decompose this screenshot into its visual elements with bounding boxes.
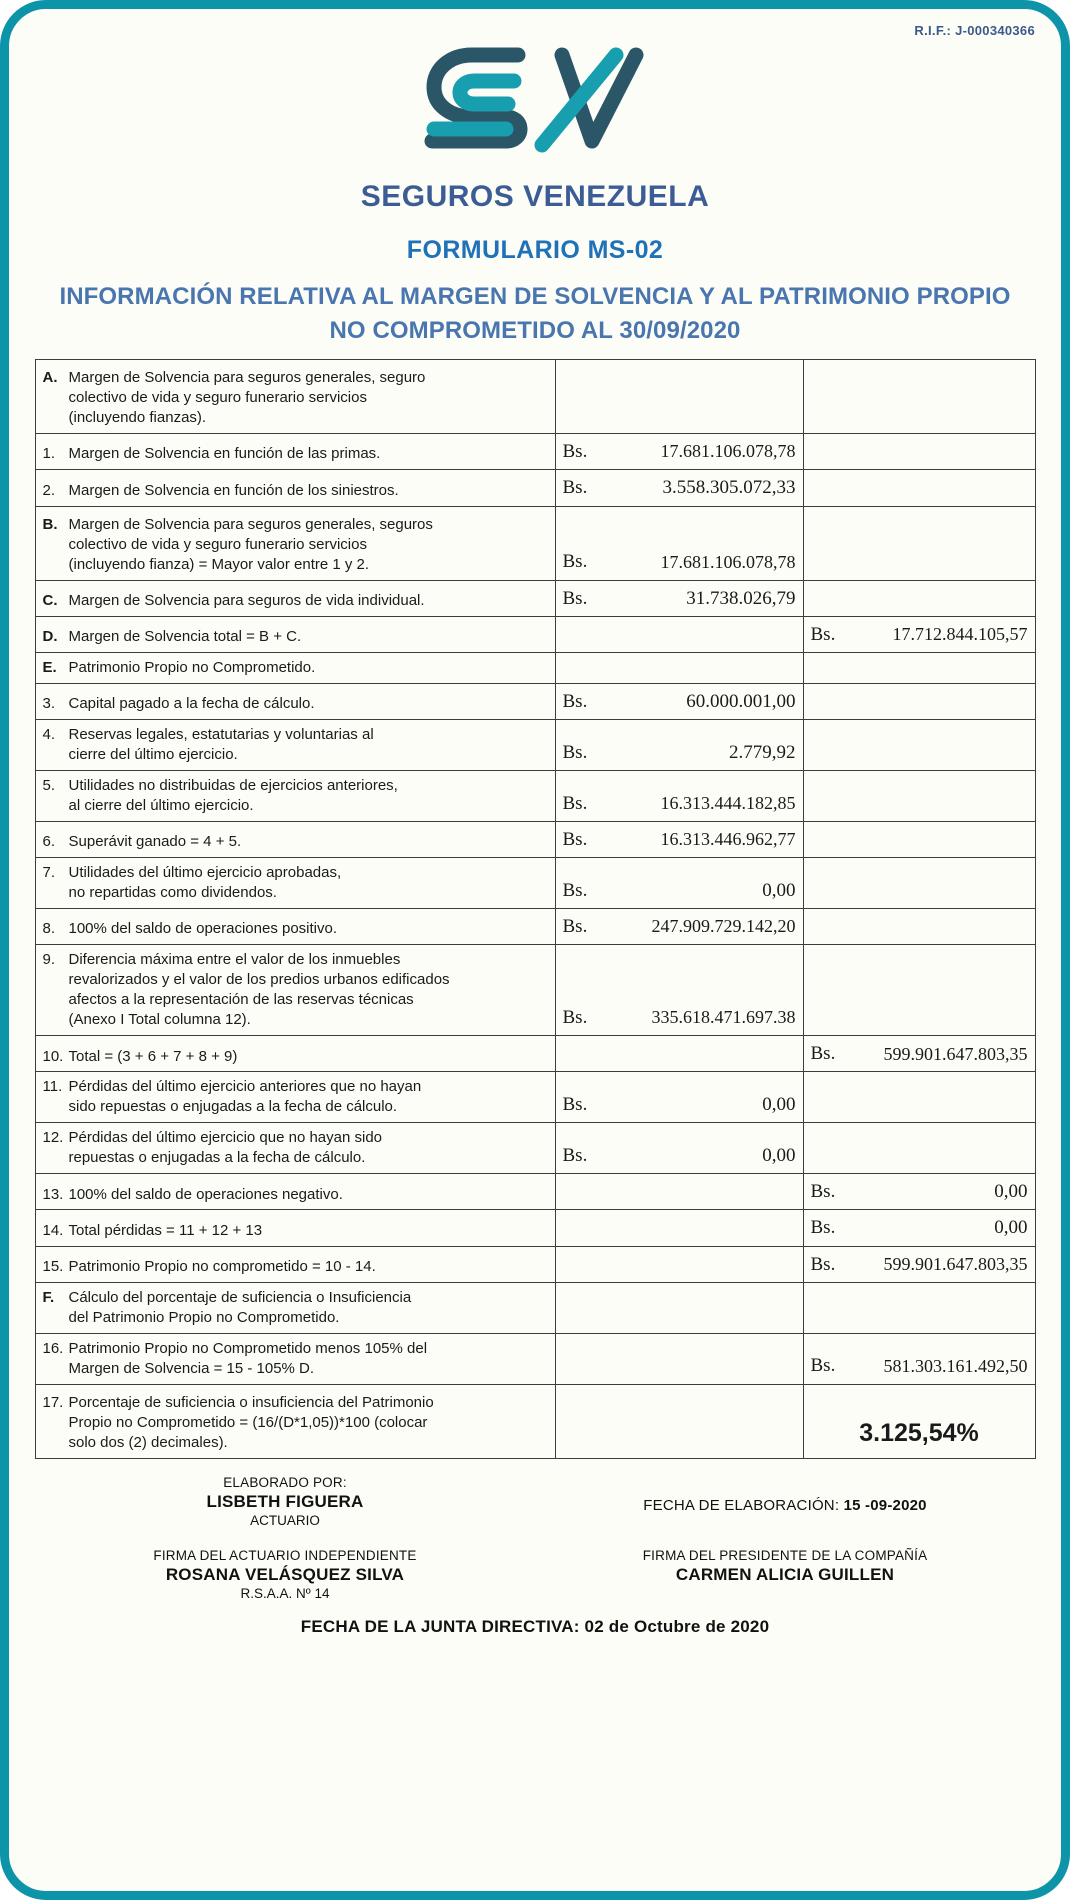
row-label-text: Utilidades no distribuidas de ejercicios anteriores, al cierre del último ejercicio. [68,777,398,815]
row-value-middle [555,506,803,580]
row-value-middle [555,1123,803,1174]
currency-symbol: Bs. [562,551,588,573]
amount: 17.681.106.078,78 [660,551,796,572]
row-value-middle [555,720,803,771]
table-row [35,909,1035,945]
row-key: 13. [42,1185,64,1203]
row-value-right [803,653,1035,684]
row-value-right [803,1384,1035,1458]
row-label [35,858,555,909]
row-key: 11. [42,1078,63,1096]
row-key: 16. [42,1339,64,1357]
currency-value [811,1041,1028,1066]
row-value-middle [555,858,803,909]
currency-value [811,1215,1028,1240]
row-label [35,945,555,1036]
row-label [35,1036,555,1072]
row-key: E. [42,659,57,677]
amount: 17.712.844.105,57 [892,624,1028,645]
amount: 16.313.444.182,85 [660,793,796,814]
currency-value [811,1179,1028,1204]
row-key: A. [42,369,58,387]
amount: 17.681.106.078,78 [660,441,796,462]
amount: 335.618.471.697.38 [651,1007,796,1028]
amount: 16.313.446.962,77 [660,829,796,850]
currency-value [811,1353,1028,1378]
row-label-text: Margen de Solvencia para seguros generales, seguros colectivo de vida y seguro funerario servicios (incluyendo fianza) = Mayor valor entre 1 y 2. [68,515,433,573]
firma-actuario-label: FIRMA DEL ACTUARIO INDEPENDIENTE [153,1547,417,1563]
row-value-middle [555,1174,803,1210]
currency-symbol: Bs. [810,1043,836,1065]
row-value-middle [555,360,803,434]
amount: 0,00 [762,1144,796,1166]
table-row [35,822,1035,858]
row-value-right [803,1246,1035,1282]
row-label-text: Margen de Solvencia total = B + C. [68,628,302,646]
row-value-right [803,1282,1035,1333]
table-row [35,1174,1035,1210]
row-label [35,1072,555,1123]
elaborado-name: LISBETH FIGUERA [206,1491,364,1511]
row-key: 14. [42,1221,64,1239]
row-value-right [803,1210,1035,1246]
currency-symbol: Bs. [810,1355,836,1377]
amount: 0,00 [994,1181,1028,1203]
currency-value [563,586,796,611]
company-logo [33,21,1037,214]
row-value-right [803,720,1035,771]
currency-symbol: Bs. [810,1217,836,1239]
table-row [35,616,1035,652]
row-label [35,1174,555,1210]
row-key: 15. [42,1258,64,1276]
row-label-text: Margen de Solvencia para seguros de vida individual. [68,591,425,609]
currency-symbol: Bs. [810,623,836,645]
row-key: 5. [42,777,56,795]
row-value-middle [555,909,803,945]
row-label [35,1246,555,1282]
row-value-right [803,1123,1035,1174]
amount: 31.738.026,79 [686,587,796,609]
row-label-text: Margen de Solvencia en función de las primas. [68,445,381,463]
firma-actuario-reg: R.S.A.A. Nº 14 [240,1585,330,1601]
amount: 599.901.647.803,35 [883,1254,1028,1275]
currency-value [563,827,796,852]
row-label-text: 100% del saldo de operaciones positivo. [68,920,338,938]
row-label-text: Patrimonio Propio no Comprometido menos 105% del Margen de Solvencia = 15 - 105% D. [68,1339,428,1377]
form-code: FORMULARIO MS-02 [406,236,664,264]
document-title-line1: INFORMACIÓN RELATIVA AL MARGEN DE SOLVENCIA Y AL PATRIMONIO PROPIO [59,283,1011,310]
amount: 0,00 [762,1094,796,1116]
row-value-middle [555,616,803,652]
row-value-right [803,684,1035,720]
row-label-text: Diferencia máxima entre el valor de los inmuebles revalorizados y el valor de los predios urbanos edificados afectos a la representación de las reservas técnicas (Anexo I Total columna 12). [68,951,450,1029]
table-row [35,1333,1035,1384]
row-label [35,506,555,580]
currency-symbol: Bs. [562,916,588,938]
fecha-junta-value: 02 de Octubre de 2020 [584,1616,770,1636]
row-label [35,1123,555,1174]
row-label [35,909,555,945]
table-row [35,858,1035,909]
row-value-middle [555,771,803,822]
row-key: D. [42,628,58,646]
row-value-right [803,1174,1035,1210]
fecha-elaboracion-label: FECHA DE ELABORACIÓN: [643,1496,840,1514]
amount: 0,00 [994,1217,1028,1239]
currency-symbol: Bs. [562,477,588,499]
row-value-right [803,1036,1035,1072]
row-key: 10. [42,1047,64,1065]
row-value-right [803,360,1035,434]
company-name: SEGUROS VENEZUELA [360,180,710,213]
currency-value [563,914,796,939]
table-row [35,434,1035,470]
row-value-right [803,616,1035,652]
amount: 2.779,92 [729,741,796,763]
rif-number: R.I.F.: J-000340366 [914,23,1035,38]
row-value-middle [555,684,803,720]
currency-symbol: Bs. [562,1094,588,1116]
currency-value [811,622,1028,647]
row-label [35,1282,555,1333]
currency-value [811,1252,1028,1277]
row-label [35,822,555,858]
row-label-text: Cálculo del porcentaje de suficiencia o Insuficiencia del Patrimonio Propio no Comprometido. [68,1288,412,1326]
currency-symbol: Bs. [810,1253,836,1275]
table-row [35,360,1035,434]
row-value-middle [555,1246,803,1282]
row-key: 3. [42,695,56,713]
row-label-text: Pérdidas del último ejercicio anteriores que no hayan sido repuestas o enjugadas a la fecha de cálculo. [68,1078,422,1116]
row-value-middle [555,1282,803,1333]
row-label [35,1384,555,1458]
currency-value [563,1005,796,1030]
row-label [35,720,555,771]
table-row [35,720,1035,771]
table-row [35,1123,1035,1174]
currency-symbol: Bs. [810,1181,836,1203]
elaborado-role: ACTUARIO [250,1512,320,1528]
row-key: B. [42,515,58,533]
row-label-text: Capital pagado a la fecha de cálculo. [68,695,315,713]
row-value-middle [555,1333,803,1384]
currency-symbol: Bs. [562,1006,588,1028]
table-row [35,1210,1035,1246]
percentage-value: 3.125,54% [859,1419,979,1448]
row-value-middle [555,434,803,470]
row-label-text: Patrimonio Propio no Comprometido. [68,659,316,677]
firma-presidente-label: FIRMA DEL PRESIDENTE DE LA COMPAÑÍA [642,1547,928,1563]
row-label-text: Total = (3 + 6 + 7 + 8 + 9) [68,1047,238,1065]
signature-footer [35,1475,1035,1637]
row-value-right [803,470,1035,506]
currency-value [563,689,796,714]
row-label [35,434,555,470]
table-row [35,580,1035,616]
currency-value [563,791,796,816]
row-value-middle [555,1210,803,1246]
row-label-text: Utilidades del último ejercicio aprobadas, no repartidas como dividendos. [68,864,342,902]
row-label [35,1333,555,1384]
row-value-middle [555,653,803,684]
table-row [35,945,1035,1036]
currency-symbol: Bs. [562,587,588,609]
row-key: 17. [42,1393,64,1411]
row-label [35,470,555,506]
row-value-middle [555,1384,803,1458]
amount: 599.901.647.803,35 [883,1043,1028,1064]
row-label-text: Margen de Solvencia en función de los siniestros. [68,481,399,499]
row-value-right [803,580,1035,616]
row-key: 7. [42,864,56,882]
row-value-right [803,1072,1035,1123]
currency-symbol: Bs. [562,691,588,712]
row-label [35,360,555,434]
row-label-text: Total pérdidas = 11 + 12 + 13 [68,1221,263,1239]
currency-symbol: Bs. [562,741,588,763]
sv-logo-icon [410,33,660,173]
currency-symbol: Bs. [562,1144,588,1166]
row-value-middle [555,822,803,858]
currency-value [563,1092,796,1117]
table-row [35,506,1035,580]
amount: 247.909.729.142,20 [651,916,796,937]
row-value-right [803,858,1035,909]
row-label [35,1210,555,1246]
firma-presidente-name: CARMEN ALICIA GUILLEN [675,1564,895,1584]
currency-symbol: Bs. [562,829,588,851]
solvency-table-body [35,360,1035,1459]
row-label-text: 100% del saldo de operaciones negativo. [68,1185,343,1203]
fecha-junta-label: FECHA DE LA JUNTA DIRECTIVA: [300,1616,580,1636]
currency-value [563,475,796,500]
table-row [35,1246,1035,1282]
currency-value [563,439,796,464]
row-key: 1. [42,445,56,463]
amount: 3.558.305.072,33 [662,477,796,499]
table-row [35,653,1035,684]
row-label [35,771,555,822]
row-label [35,616,555,652]
row-value-right [803,506,1035,580]
row-label [35,653,555,684]
fecha-elaboracion [535,1497,1035,1514]
row-key: 8. [42,920,56,938]
row-label [35,580,555,616]
fecha-elaboracion-value: 15 -09-2020 [843,1496,927,1514]
row-key: 4. [42,726,56,744]
amount: 0,00 [762,879,796,901]
row-label-text: Superávit ganado = 4 + 5. [68,833,242,851]
solvency-table [35,359,1036,1459]
row-label-text: Reservas legales, estatutarias y voluntarias al cierre del último ejercicio. [68,726,374,764]
table-row [35,470,1035,506]
row-label-text: Porcentaje de suficiencia o insuficiencia del Patrimonio Propio no Comprometido = (16/(D*1,05))*100 (colocar solo dos (2) decimales). [68,1393,434,1451]
row-value-middle [555,580,803,616]
amount: 581.303.161.492,50 [883,1355,1028,1376]
row-value-right [803,771,1035,822]
currency-symbol: Bs. [562,879,588,901]
table-row [35,1072,1035,1123]
row-value-right [803,434,1035,470]
elaborado-label: ELABORADO POR: [223,1474,347,1490]
row-key: 9. [42,951,56,969]
row-key: 12. [42,1129,64,1147]
currency-value [563,740,796,765]
row-value-right [803,909,1035,945]
currency-value [563,549,796,574]
row-label-text: Margen de Solvencia para seguros generales, seguro colectivo de vida y seguro funerario servicios (incluyendo fianzas). [68,369,426,427]
row-label-text: Pérdidas del último ejercicio que no hayan sido repuestas o enjugadas a la fecha de cálculo. [68,1129,383,1167]
table-row [35,771,1035,822]
amount: 60.000.001,00 [686,691,796,712]
row-label [35,684,555,720]
table-row [35,684,1035,720]
row-key: 2. [42,481,56,499]
row-value-middle [555,470,803,506]
row-key: F. [42,1288,55,1306]
row-key: 6. [42,833,56,851]
table-row [35,1282,1035,1333]
fecha-junta-directiva [35,1617,1035,1637]
currency-value [563,878,796,903]
row-key: C. [42,591,58,609]
row-value-right [803,1333,1035,1384]
row-value-middle [555,945,803,1036]
row-value-middle [555,1072,803,1123]
row-label-text: Patrimonio Propio no comprometido = 10 - 14. [68,1258,376,1276]
row-value-right [803,822,1035,858]
row-value-middle [555,1036,803,1072]
currency-value [563,1143,796,1168]
currency-symbol: Bs. [562,441,588,462]
firma-actuario-name: ROSANA VELÁSQUEZ SILVA [165,1564,405,1584]
row-value-right [803,945,1035,1036]
table-row [35,1384,1035,1458]
currency-symbol: Bs. [562,792,588,814]
table-row [35,1036,1035,1072]
document-title-line2: NO COMPROMETIDO AL 30/09/2020 [329,317,741,344]
